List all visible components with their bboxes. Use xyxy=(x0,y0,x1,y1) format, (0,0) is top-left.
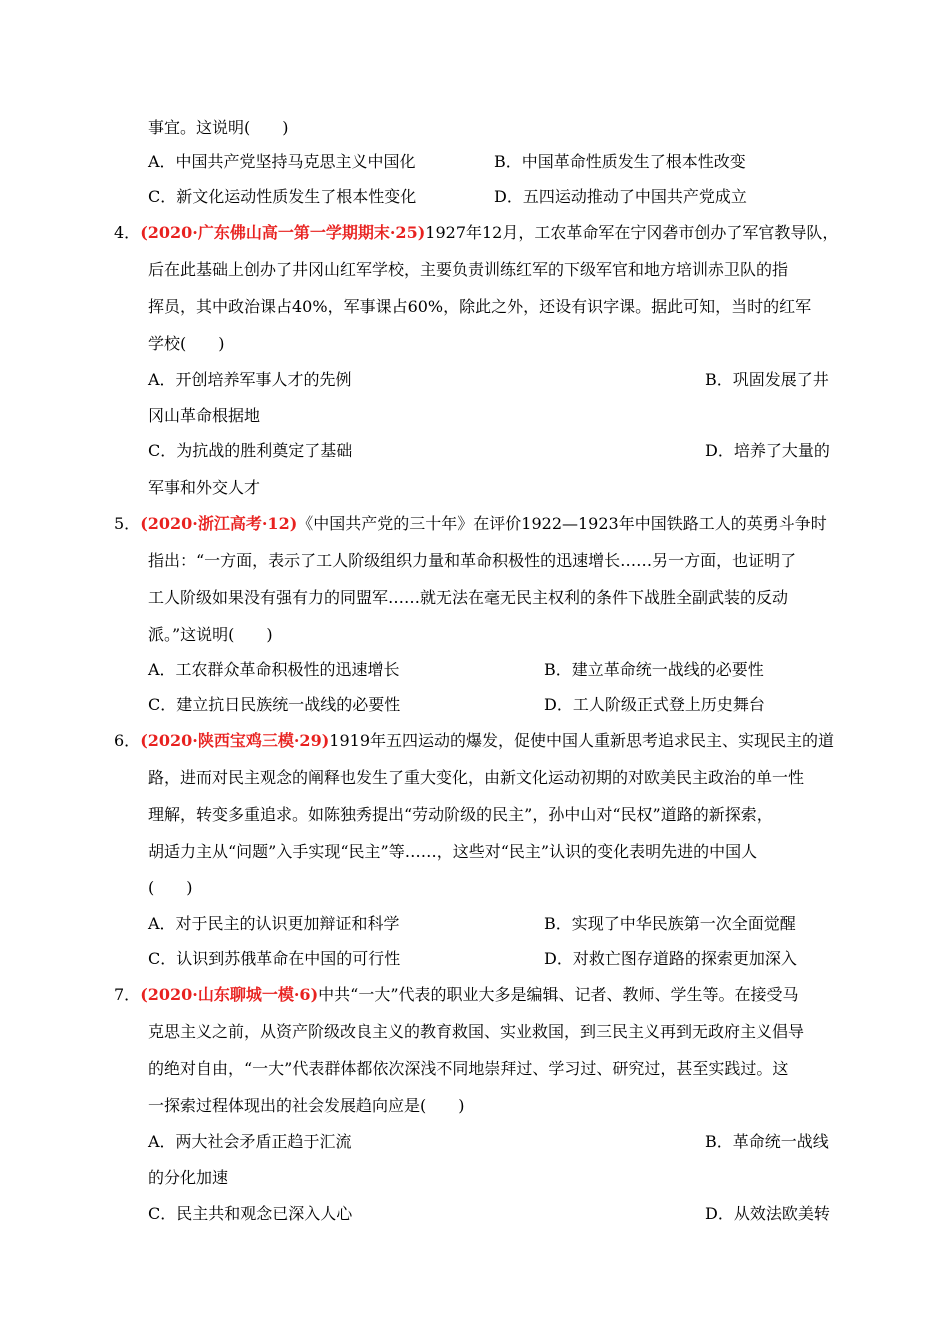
q5-stem-line-1: 《中国共产党的三十年》在评价1922—1923年中国铁路工人的英勇斗争时 xyxy=(297,514,827,533)
q6-stem-line-5: ( ) xyxy=(148,878,193,897)
q4-option-a[interactable]: A．开创培养军事人才的先例 xyxy=(148,370,352,389)
q3-option-a[interactable]: A．中国共产党坚持马克思主义中国化 xyxy=(148,152,416,171)
q7-stem-line-3: 的绝对自由，“一大”代表群体都依次深浅不同地崇拜过、学习过、研究过，甚至实践过。这 xyxy=(148,1059,789,1078)
q6-stem-line-3: 理解，转变多重追求。如陈独秀提出“劳动阶级的民主”，孙中山对“民权”道路的新探索， xyxy=(148,805,773,824)
q7-option-a[interactable]: A．两大社会矛盾正趋于汇流 xyxy=(148,1132,352,1151)
q4-option-c[interactable]: C．为抗战的胜利奠定了基础 xyxy=(148,441,353,460)
q4-number: 4． xyxy=(114,223,141,242)
q3-option-c[interactable]: C．新文化运动性质发生了根本性变化 xyxy=(148,187,417,206)
q7-first-line xyxy=(114,984,799,1006)
q4-option-d[interactable]: D．培养了大量的 xyxy=(705,441,830,460)
q7-stem-line-2: 克思主义之前，从资产阶级改良主义的教育救国、实业救国，到三民主义再到无政府主义倡导 xyxy=(148,1022,805,1041)
q6-option-d[interactable]: D．对救亡图存道路的探索更加深入 xyxy=(544,949,797,968)
q7-stem-line-1: 中共“一大”代表的职业大多是编辑、记者、教师、学生等。在接受马 xyxy=(318,985,799,1004)
q4-stem-line-1: 1927年12月，工农革命军在宁冈砻市创办了军官教导队， xyxy=(425,223,839,242)
q6-option-c[interactable]: C．认识到苏俄革命在中国的可行性 xyxy=(148,949,401,968)
q7-option-b-cont: 的分化加速 xyxy=(148,1168,229,1187)
q5-stem-line-4: 派。”这说明( ) xyxy=(148,625,273,644)
q6-first-line xyxy=(114,730,834,752)
q5-stem-line-2: 指出：“一方面，表示了工人阶级组织力量和革命积极性的迅速增长……另一方面，也证明了 xyxy=(148,551,797,570)
q5-source: (2020·浙江高考·12) xyxy=(140,514,298,533)
q4-source: (2020·广东佛山高一第一学期期末·25) xyxy=(140,223,426,242)
q7-source: (2020·山东聊城一模·6) xyxy=(140,985,319,1004)
q5-number: 5． xyxy=(114,514,141,533)
q6-stem-line-1: 1919年五四运动的爆发，促使中国人重新思考追求民主、实现民主的道 xyxy=(329,731,835,750)
q7-option-c[interactable]: C．民主共和观念已深入人心 xyxy=(148,1204,353,1223)
q4-stem-line-2: 后在此基础上创办了井冈山红军学校，主要负责训练红军的下级军官和地方培训赤卫队的指 xyxy=(148,260,789,279)
q5-option-a[interactable]: A．工农群众革命积极性的迅速增长 xyxy=(148,660,400,679)
q4-stem-line-4: 学校( ) xyxy=(148,334,225,353)
q7-option-b[interactable]: B．革命统一战线 xyxy=(705,1132,829,1151)
q6-number: 6． xyxy=(114,731,141,750)
q4-stem-line-3: 挥员，其中政治课占40%，军事课占60%，除此之外，还设有识字课。据此可知，当时的红军 xyxy=(148,297,812,316)
q4-option-b[interactable]: B．巩固发展了井 xyxy=(705,370,829,389)
q7-stem-line-4: 一探索过程体现出的社会发展趋向应是( ) xyxy=(148,1096,465,1115)
q5-option-d[interactable]: D．工人阶级正式登上历史舞台 xyxy=(544,695,765,714)
q3-stem-tail: 事宜。这说明( ) xyxy=(148,118,289,137)
q4-option-d-cont: 军事和外交人才 xyxy=(148,478,261,497)
q4-option-b-cont: 冈山革命根据地 xyxy=(148,406,261,425)
q5-stem-line-3: 工人阶级如果没有强有力的同盟军……就无法在毫无民主权利的条件下战胜全副武装的反动 xyxy=(148,588,789,607)
q5-first-line xyxy=(114,513,827,535)
q6-option-b[interactable]: B．实现了中华民族第一次全面觉醒 xyxy=(544,914,796,933)
q7-number: 7． xyxy=(114,985,141,1004)
q6-stem-line-4: 胡适力主从“问题”入手实现“民主”等……，这些对“民主”认识的变化表明先进的中国人 xyxy=(148,842,758,861)
q6-option-a[interactable]: A．对于民主的认识更加辩证和科学 xyxy=(148,914,400,933)
q3-option-d[interactable]: D．五四运动推动了中国共产党成立 xyxy=(494,187,747,206)
q4-first-line xyxy=(114,222,838,244)
q7-option-d[interactable]: D．从效法欧美转 xyxy=(705,1204,830,1223)
q5-option-c[interactable]: C．建立抗日民族统一战线的必要性 xyxy=(148,695,401,714)
q6-source: (2020·陕西宝鸡三模·29) xyxy=(140,731,330,750)
q3-option-b[interactable]: B．中国革命性质发生了根本性改变 xyxy=(494,152,746,171)
q5-option-b[interactable]: B．建立革命统一战线的必要性 xyxy=(544,660,764,679)
q6-stem-line-2: 路，进而对民主观念的阐释也发生了重大变化，由新文化运动初期的对欧美民主政治的单一性 xyxy=(148,768,805,787)
